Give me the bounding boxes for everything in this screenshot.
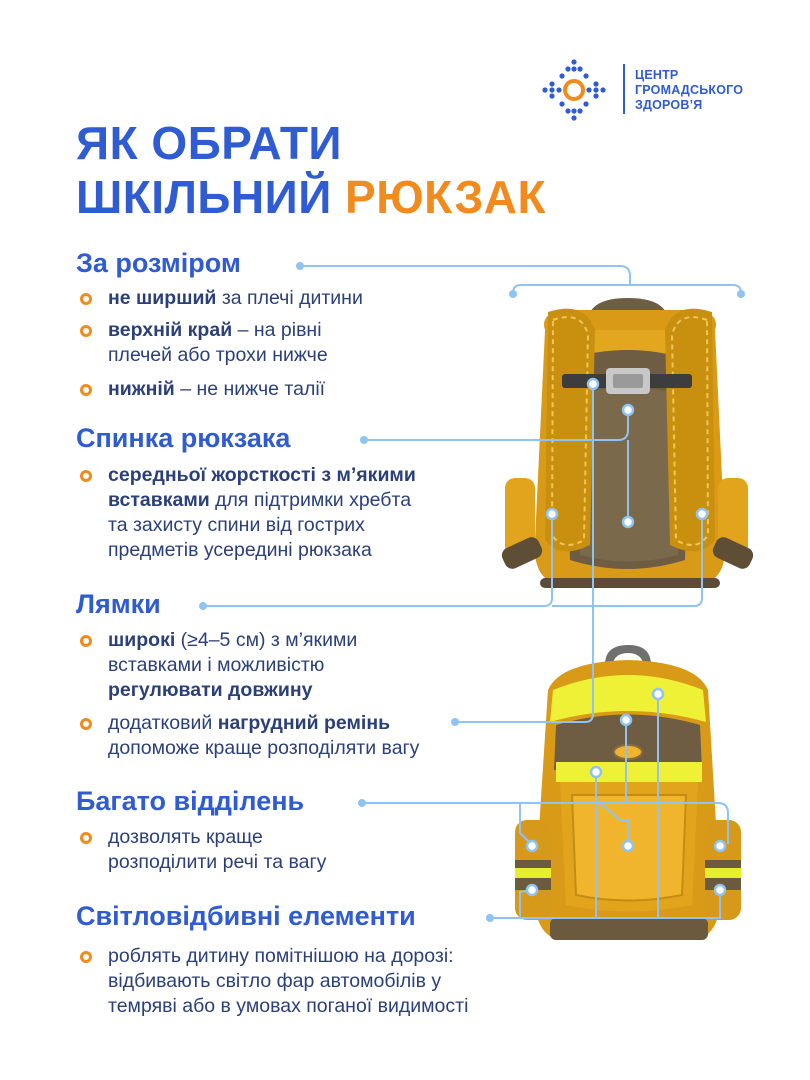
bullet-text: дозволять краще [108,826,263,848]
list-item [80,825,326,875]
bullet-icon [80,384,92,396]
section-reflective-heading: Світловідбивні елементи [76,901,416,931]
bullet-bold: вставками [108,489,210,511]
bullet-text: розподілити речі та вагу [108,851,327,873]
logo-line-3: ЗДОРОВ’Я [635,98,703,112]
bullet-icon [80,718,92,730]
bullet-text: роблять дитину помітнішою на дорозі: [108,945,454,967]
bullet-bold: широкі [108,629,176,651]
bullet-text: відбивають світло фар автомобілів у [108,970,442,992]
bullet-text: та захисту спини від гострих [108,514,365,536]
bullet-icon [80,951,92,963]
bullet-text: вставками і можливістю [108,654,325,676]
list-item [80,944,468,1019]
bullet-bold: не ширший [108,287,217,309]
bullet-text: додатковий [108,712,218,734]
section-back-heading: Спинка рюкзака [76,423,291,453]
title-line-2-accent: РЮКЗАК [345,171,547,223]
list-item [80,628,357,703]
logo-line-2: ГРОМАДСЬКОГО [635,83,744,97]
list-item [80,463,416,563]
bullet-icon [80,470,92,482]
section-compartments-heading: Багато відділень [76,786,305,816]
bullet-bold: нагрудний ремінь [217,712,391,734]
bullet-icon [80,325,92,337]
list-item [80,377,325,402]
backpack-front-view [515,645,741,940]
bullet-text: – не нижче талії [174,378,326,400]
bullet-icon [80,635,92,647]
bullet-text: плечей або трохи нижче [108,344,328,366]
title-line-1: ЯК ОБРАТИ [76,117,342,169]
bullet-bold: нижній [108,378,175,400]
list-item [80,711,419,761]
bullet-text: (≥4–5 см) з м’якими [175,629,358,651]
title-line-2-prefix: ШКІЛЬНИЙ [76,171,346,223]
bullet-text: для підтримки хребта [209,489,412,511]
section-size-heading: За розміром [76,248,241,278]
bullet-text: – на рівні [232,319,322,341]
bullet-bold: регулювати довжину [108,679,313,701]
bullet-text: за плечі дитини [216,287,363,309]
bullet-text: допоможе краще розподіляти вагу [108,737,420,759]
list-item [80,286,363,311]
bullet-bold: верхній край [108,319,233,341]
bullet-text: предметів усередині рюкзака [108,539,372,561]
list-item [80,318,328,368]
bullet-bold: середньої жорсткості з м’якими [108,464,416,486]
bullet-text: темряві або в умовах поганої видимості [108,995,469,1017]
section-straps-heading: Лямки [76,589,161,619]
bullet-icon [80,832,92,844]
bullet-icon [80,293,92,305]
logo-line-1: ЦЕНТР [635,68,679,82]
